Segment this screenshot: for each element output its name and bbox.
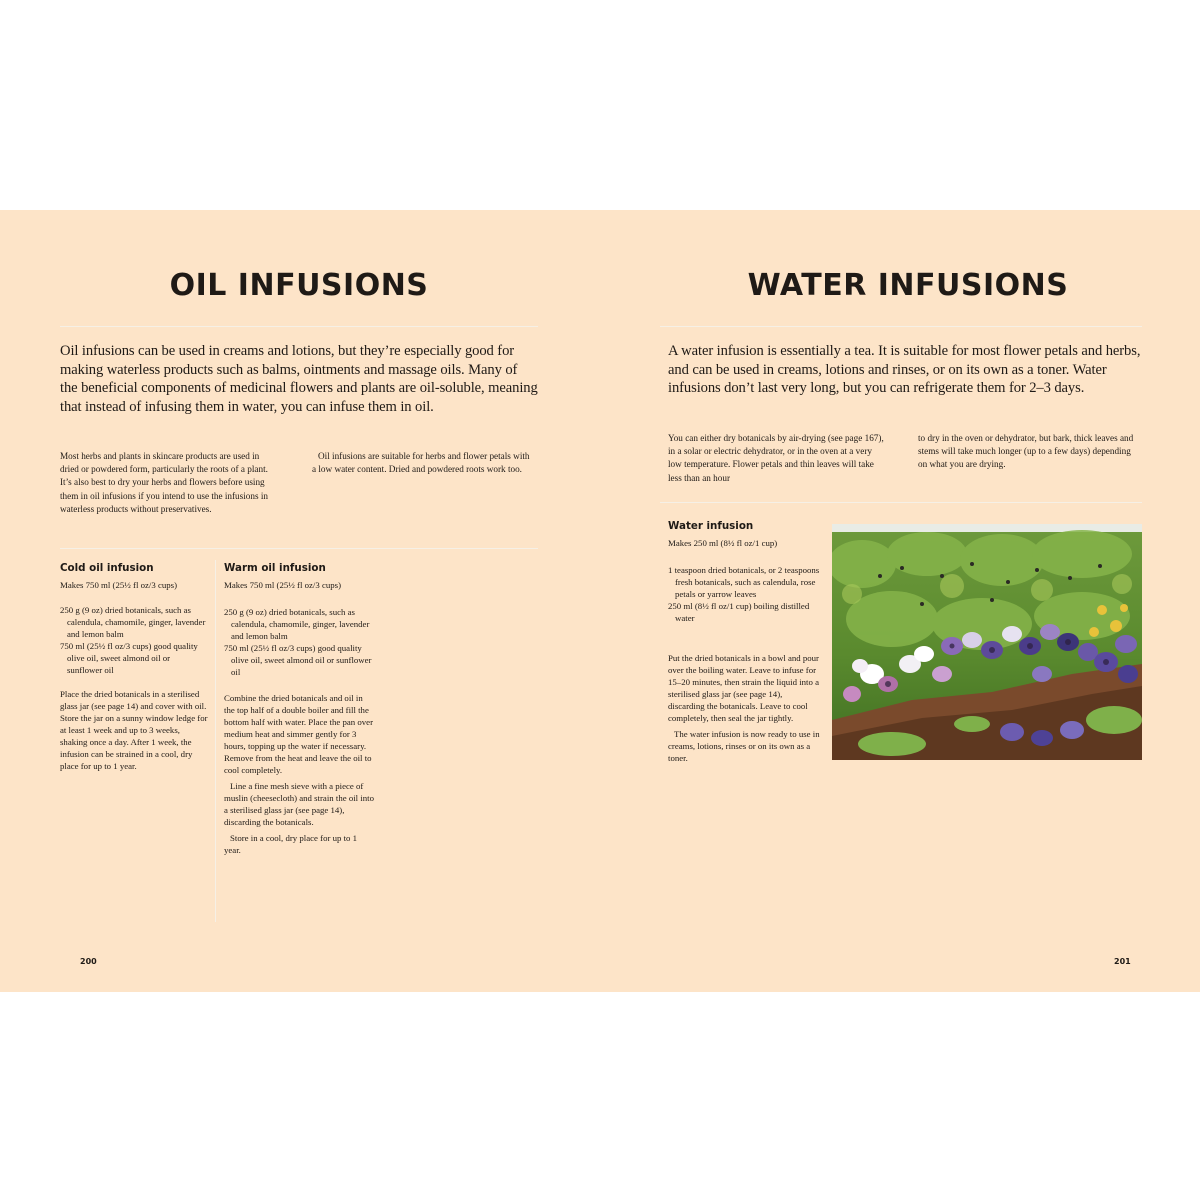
book-spread xyxy=(0,210,1200,992)
ingredient-item: 750 ml (25½ fl oz/3 cups) good quality olive oil, sweet almond oil or sunflower oil xyxy=(60,641,198,675)
method-step: Store in a cool, dry place for up to 1 year. xyxy=(224,833,358,855)
method-step: Put the dried botanicals in a bowl and pour over the boiling water. Leave to infuse for 15–20 minutes, then strain the liquid into a sterilised glass jar (see page 14), discarding the botanicals. Leave to cool completely, then seal the jar tightly. xyxy=(668,653,819,723)
recipe-method xyxy=(224,692,374,860)
ingredient-list xyxy=(60,604,206,676)
recipe-method xyxy=(60,688,208,776)
page-number: 200 xyxy=(80,957,97,966)
body-column-2: to dry in the oven or dehydrator, but bark, thick leaves and stems will take much longer (up to a few days) depending on what you are drying. xyxy=(918,433,1134,470)
ingredient-list xyxy=(224,606,372,678)
recipe-heading-water: Water infusion xyxy=(668,520,754,532)
recipe-heading-warm-oil: Warm oil infusion xyxy=(224,562,326,574)
page-title-water-infusions: WATER INFUSIONS xyxy=(747,268,1069,303)
title-divider xyxy=(660,326,1142,327)
intro-paragraph: Oil infusions can be used in creams and lotions, but they’re especially good for making waterless products such as balms, ointments and massage oils. Many of the beneficial components of medicinal flowers and plants are oil-soluble, meaning that instead of infusing them in water, you can infuse them in oil. xyxy=(60,343,538,415)
body-column-1: Most herbs and plants in skincare products are used in dried or powdered form, particularly the roots of a plant. It’s also best to dry your herbs and flowers before using them in oil infusions if you intend to use the infusions in waterless products without preservatives. xyxy=(60,451,268,514)
right-page xyxy=(600,210,1200,992)
ingredient-item: 1 teaspoon dried botanicals, or 2 teaspoons fresh botanicals, such as calendula, rose petals or yarrow leaves xyxy=(668,565,820,599)
section-divider xyxy=(60,548,538,549)
intro-paragraph: A water infusion is essentially a tea. It is suitable for most flower petals and herbs, and can be used in creams, lotions and rinses, or on its own as a toner. Water infusions don’t last very long, but you can refrigerate them for 2–3 days. xyxy=(668,343,1141,397)
method-step: The water infusion is now ready to use in creams, lotions, rinses or on its own as a toner. xyxy=(668,729,820,763)
ingredient-item: 750 ml (25½ fl oz/3 cups) good quality olive oil, sweet almond oil or sunflower oil xyxy=(224,643,372,677)
ingredient-item: 250 g (9 oz) dried botanicals, such as calendula, chamomile, ginger, lavender and lemon balm xyxy=(60,605,206,639)
ingredient-list xyxy=(668,564,826,624)
title-divider xyxy=(60,326,538,327)
recipe-yield: Makes 250 ml (8½ fl oz/1 cup) xyxy=(668,538,778,548)
section-divider xyxy=(660,502,1142,503)
ingredient-item: 250 ml (8½ fl oz/1 cup) boiling distilled water xyxy=(668,601,810,623)
pansy-flower-bed-photo xyxy=(832,524,1142,760)
recipe-yield: Makes 750 ml (25½ fl oz/3 cups) xyxy=(60,580,178,590)
page-title-oil-infusions: OIL INFUSIONS xyxy=(169,268,429,303)
left-page xyxy=(0,210,600,992)
body-column-2: Oil infusions are suitable for herbs and flower petals with a low water content. Dried and powdered roots work too. xyxy=(312,451,530,475)
body-column-1: You can either dry botanicals by air-drying (see page 167), in a solar or electric dehydrator, or in the oven at a very low temperature. Flower petals and thin leaves will take less than an hour xyxy=(668,433,884,483)
recipe-heading-cold-oil: Cold oil infusion xyxy=(60,562,154,574)
recipe-yield: Makes 750 ml (25½ fl oz/3 cups) xyxy=(224,580,342,590)
ingredient-item: 250 g (9 oz) dried botanicals, such as calendula, chamomile, ginger, lavender and lemon balm xyxy=(224,607,370,641)
column-divider xyxy=(215,560,216,922)
method-step: Place the dried botanicals in a sterilised glass jar (see page 14) and cover with oil. Store the jar on a sunny window ledge for at least 1 week and up to 3 weeks, shaking once a day. After 1 week, the infusion can be strained in a cool, dry place for up to 1 year. xyxy=(60,689,208,771)
method-step: Combine the dried botanicals and oil in the top half of a double boiler and fill the bottom half with water. Place the pan over medium heat and simmer gently for 3 hours, topping up the water if necessary. Remove from the heat and leave the oil to cool completely. xyxy=(224,693,374,775)
method-step: Line a fine mesh sieve with a piece of muslin (cheesecloth) and strain the oil into a sterilised glass jar (see page 14), discarding the botanicals. xyxy=(224,781,374,827)
recipe-method xyxy=(668,652,820,768)
page-number: 201 xyxy=(1114,957,1131,966)
